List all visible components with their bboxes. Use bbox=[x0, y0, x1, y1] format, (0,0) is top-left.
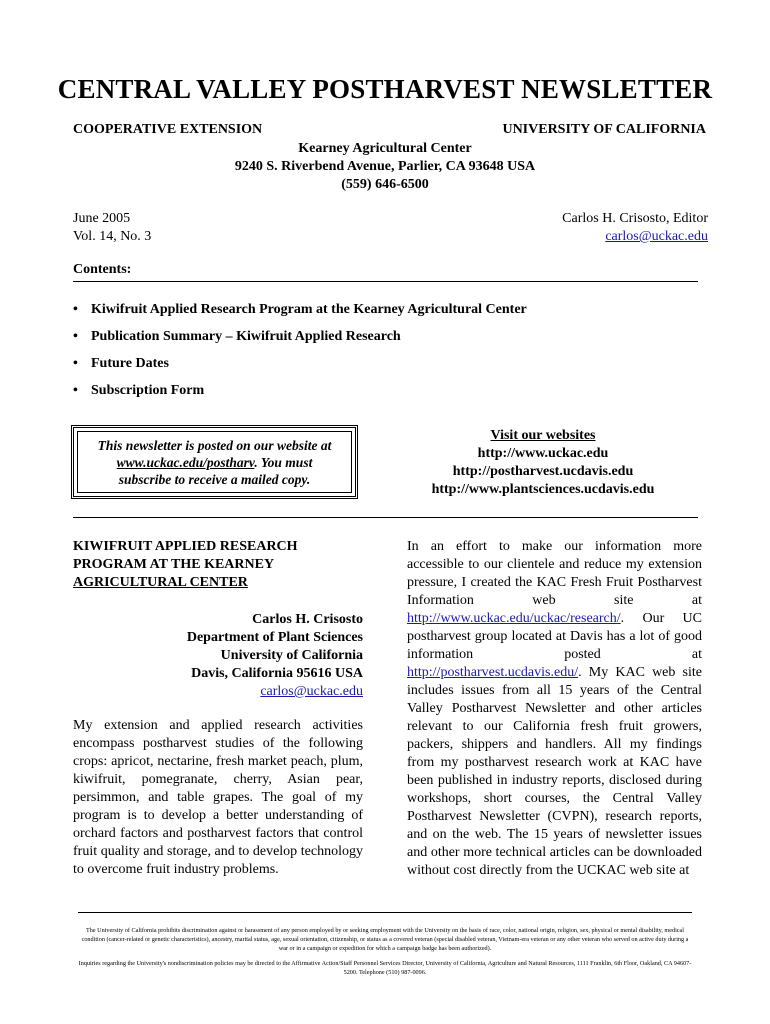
header-center-address: 9240 S. Riverbend Avenue, Parlier, CA 93648 USA bbox=[234, 159, 536, 174]
issue-date: June 2005 bbox=[73, 211, 131, 226]
article-left-paragraph: My extension and applied research activities encompass postharvest studies of the following crops: apricot, nectarine, fresh market peach, plum, kiwifruit, pomegranate, cherry, Asian pear, persimmon, and table grapes. The goal of my program is to develop a better understanding of orchard factors and postharvest factors that control fruit quality and storage, and to develop technology to overcome fruit industry problems. bbox=[73, 718, 363, 877]
issue-date-block bbox=[73, 210, 151, 246]
contents-item bbox=[73, 383, 527, 410]
editor-email-link[interactable]: carlos@uckac.edu bbox=[605, 229, 708, 244]
website-notice-box bbox=[71, 425, 358, 499]
website-url-plantsciences[interactable]: http://www.plantsciences.ucdavis.edu bbox=[431, 482, 655, 497]
notice-line-2 bbox=[117, 454, 313, 471]
footer-divider bbox=[78, 912, 692, 913]
author-email-link[interactable]: carlos@uckac.edu bbox=[260, 684, 363, 699]
header-center-phone: (559) 646-6500 bbox=[341, 177, 429, 192]
article-title-line: PROGRAM AT THE KEARNEY bbox=[73, 557, 275, 572]
section-divider bbox=[73, 517, 698, 518]
article-title-line: KIWIFRUIT APPLIED RESEARCH bbox=[73, 539, 298, 554]
contents-item bbox=[73, 329, 527, 356]
contents-item-text: Subscription Form bbox=[91, 383, 205, 398]
website-notice-inner bbox=[77, 431, 352, 493]
bullet-icon: • bbox=[73, 302, 78, 317]
contents-item-text: Future Dates bbox=[91, 356, 169, 371]
contents-label: Contents: bbox=[73, 262, 132, 277]
notice-website-link[interactable]: www.uckac.edu/postharv bbox=[116, 454, 255, 470]
right-para-text-2: . Our UC postharvest group located at Davis has a lot of good information posted at bbox=[407, 611, 702, 662]
website-url-postharvest[interactable]: http://postharvest.ucdavis.edu bbox=[452, 464, 634, 479]
contents-item-text: Publication Summary – Kiwifruit Applied Research bbox=[91, 329, 401, 344]
author-department: Department of Plant Sciences bbox=[186, 630, 363, 645]
contents-item bbox=[73, 356, 527, 383]
newsletter-title: CENTRAL VALLEY POSTHARVEST NEWSLETTER bbox=[57, 74, 713, 104]
footer-nondiscrimination: The University of California prohibits discrimination against or harassment of any person employed by or seeking employment with the University on the basis of race, color, national origin, religion, sex, physical or mental disability, medical condition (cancer-related or genetic characteristics), ancestry, marital status, age, sexual orientation, citizenship, or status as a covered veteran (special disabled veteran, Vietnam-era veteran or any other veteran who served on active duty during a war or in a campaign or expedition for which a campaign badge has been authorized). bbox=[81, 927, 689, 952]
contents-item bbox=[73, 302, 527, 329]
bullet-icon: • bbox=[73, 383, 78, 398]
header-address-block bbox=[0, 140, 770, 194]
contents-divider bbox=[73, 281, 698, 282]
editor-block bbox=[562, 210, 708, 246]
author-university: University of California bbox=[220, 648, 363, 663]
website-url-uckac[interactable]: http://www.uckac.edu bbox=[477, 446, 609, 461]
author-address: Davis, California 95616 USA bbox=[191, 666, 363, 681]
header-center-name: Kearney Agricultural Center bbox=[298, 141, 472, 156]
header-cooperative-extension: COOPERATIVE EXTENSION bbox=[73, 122, 263, 137]
header-university: UNIVERSITY OF CALIFORNIA bbox=[502, 122, 706, 137]
contents-list bbox=[73, 302, 527, 410]
notice-line-3: subscribe to receive a mailed copy. bbox=[118, 471, 311, 487]
footer-inquiries: Inquiries regarding the University's nondiscrimination policies may be directed to the Affirmative Action/Staff Personnel Services Director, University of California, Agriculture and Natural Resources, 1111 Franklin, 6th Floor, Oakland, CA 94607-5200. Telephone (510) 987-0096. bbox=[78, 960, 692, 976]
right-para-text-3: . My KAC web site includes issues from all 15 years of the Central Valley Postharvest Newsletter and other articles relevant to our California fresh fruit growers, packers, shippers and handlers. All my findings from my postharvest research work at KAC have been published in industry reports, disclosed during workshops, short courses, the Central Valley Postharvest Newsletter (CVPN), research reports, and on the web. The 15 years of newsletter issues and other more technical articles can be downloaded without cost directly from the UCKAC web site at bbox=[407, 665, 702, 878]
postharvest-ucdavis-link[interactable]: http://postharvest.ucdavis.edu/ bbox=[407, 665, 579, 680]
websites-heading: Visit our websites bbox=[490, 428, 596, 443]
article-author-block bbox=[73, 611, 363, 701]
contents-item-text: Kiwifruit Applied Research Program at the Kearney Agricultural Center bbox=[91, 302, 527, 317]
issue-volume: Vol. 14, No. 3 bbox=[73, 229, 152, 244]
author-name: Carlos H. Crisosto bbox=[252, 612, 363, 627]
notice-line-1: This newsletter is posted on our website at bbox=[97, 437, 332, 453]
article-title bbox=[73, 538, 363, 592]
article-title-line: AGRICULTURAL CENTER bbox=[73, 575, 248, 590]
footer-disclaimer bbox=[78, 926, 692, 977]
bullet-icon: • bbox=[73, 356, 78, 371]
article-right-paragraph bbox=[407, 538, 702, 880]
editor-name: Carlos H. Crisosto, Editor bbox=[562, 211, 708, 226]
bullet-icon: • bbox=[73, 329, 78, 344]
notice-line-2-rest: . You must bbox=[254, 454, 313, 470]
websites-block bbox=[388, 427, 698, 499]
kac-research-link[interactable]: http://www.uckac.edu/uckac/research/ bbox=[407, 611, 621, 626]
right-para-text-1: In an effort to make our information more accessible to our clientele and reduce my extension pressure, I created the KAC Fresh Fruit Postharvest Information web site at bbox=[407, 539, 702, 608]
